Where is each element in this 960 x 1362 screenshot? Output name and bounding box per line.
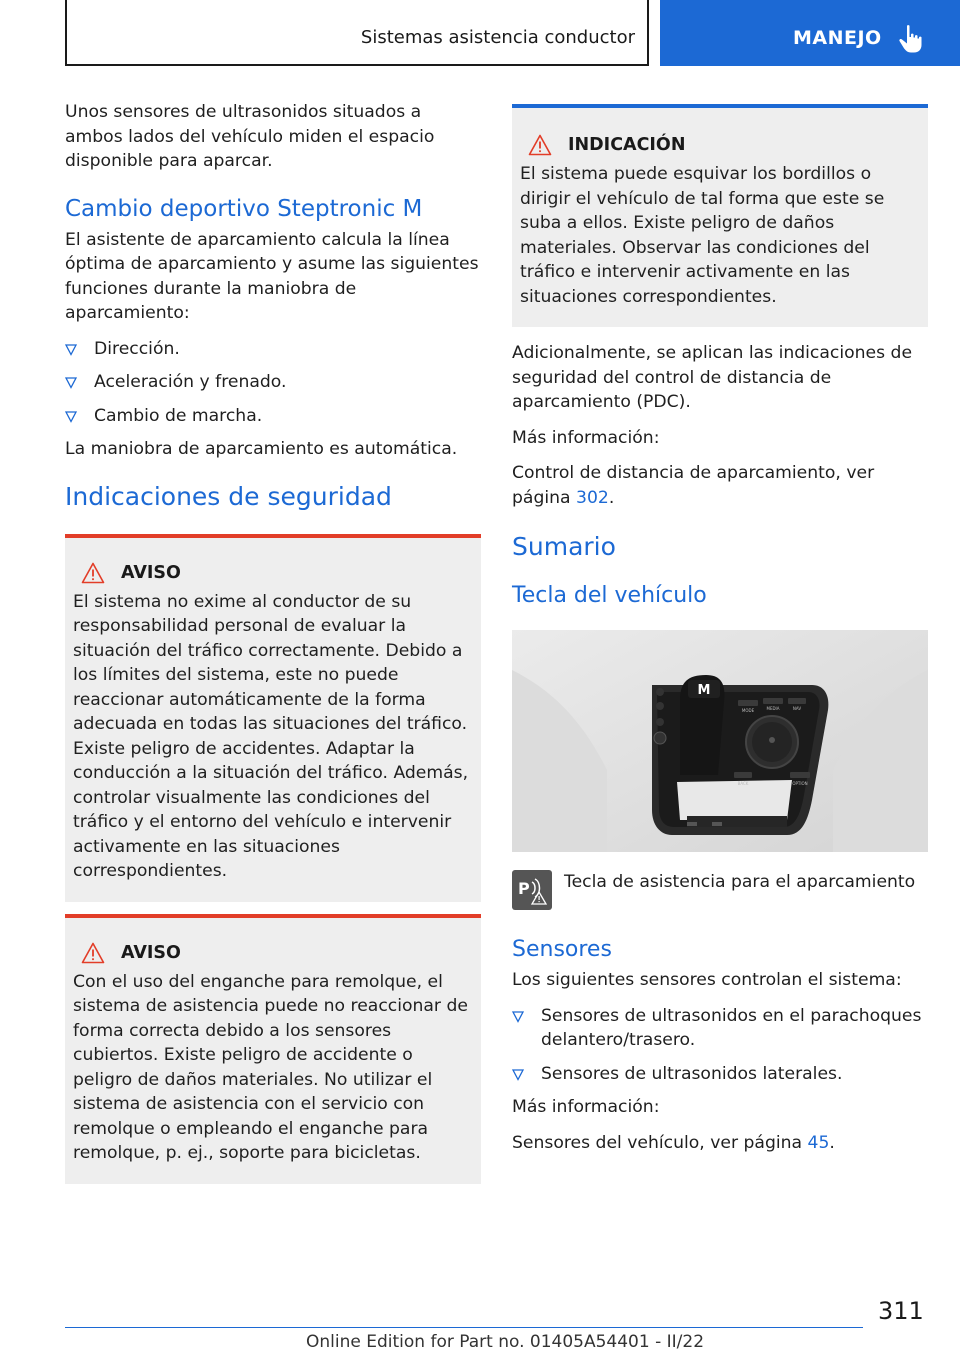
pdc-page-link[interactable]: 302 xyxy=(576,487,609,508)
list-item-text: Aceleración y frenado. xyxy=(94,372,287,392)
notice-text: El sistema puede esquivar los bordillos o dirigir el vehículo de tal forma que este se suba a ellos. Existe peligro de daños materiales. Observar las condiciones del tráfico e intervenir activamente en las situaciones correspondientes. xyxy=(520,164,885,307)
list-item xyxy=(65,404,481,429)
warning-triangle-icon xyxy=(81,942,105,964)
bullet-triangle-icon xyxy=(65,344,77,356)
option-button-label: OPTION xyxy=(792,781,808,786)
hand-pointer-icon xyxy=(898,24,924,54)
page-number: 311 xyxy=(878,1297,924,1325)
bullet-triangle-icon xyxy=(512,1069,524,1081)
notice-title: INDICACIÓN xyxy=(568,135,686,155)
list-item xyxy=(65,337,481,362)
warning-text: El sistema no exime al conductor de su responsabilidad personal de evaluar la situación del tráfico correctamente. Debido a los límites del sistema, este no puede reaccionar automáticamente de la forma adecuada en todas las situaciones del tráfico. Existe peligro de accidentes. Adaptar la conducción a la situación del tráfico. Además, controlar visualmente las condiciones del tráfico y el entorno del vehículo e intervenir activamente en las situaciones correspondientes. xyxy=(73,591,469,881)
media-button-label: MEDIA xyxy=(766,706,780,711)
warning-triangle-icon xyxy=(81,562,105,584)
bullet-triangle-icon xyxy=(65,377,77,389)
notice-box xyxy=(512,104,928,327)
back-button-label: BACK xyxy=(737,781,749,786)
tecla-heading: Tecla del vehículo xyxy=(512,583,707,608)
svg-text:P: P xyxy=(518,879,530,898)
sensores-heading: Sensores xyxy=(512,937,612,962)
pdc-reference: Control de distancia de aparcamiento, ver página 302. xyxy=(512,463,875,508)
intro-paragraph: Unos sensores de ultrasonidos situados a ambos lados del vehículo miden el espacio disponible para aparcar. xyxy=(65,102,435,171)
header-section-box xyxy=(65,0,649,66)
sensors-reference-text: Sensores del vehículo, ver página xyxy=(512,1132,803,1153)
footer-divider xyxy=(65,1327,863,1328)
warning-box xyxy=(65,534,481,902)
list-item-text: Sensores de ultrasonidos laterales. xyxy=(541,1063,843,1084)
list-item-text: Sensores de ultrasonidos en el parachoques delantero/trasero. xyxy=(541,1005,922,1050)
center-console-photo xyxy=(512,630,928,852)
pdc-note: Adicionalmente, se aplican las indicaciones de seguridad del control de distancia de aparcamiento (PDC). xyxy=(512,343,913,412)
warning-title-row xyxy=(73,560,473,586)
sensors-page-link[interactable]: 45 xyxy=(807,1132,830,1153)
warning-title: AVISO xyxy=(121,562,181,583)
mode-button-label: MODE xyxy=(741,708,755,713)
bullet-triangle-icon xyxy=(65,411,77,423)
sensors-reference: Sensores del vehículo, ver página 45. xyxy=(512,1132,835,1153)
list-item xyxy=(65,370,481,395)
warning-title-row xyxy=(73,940,473,966)
chapter-tab-label: MANEJO xyxy=(793,27,882,49)
pdc-reference-text: Control de distancia de aparcamiento, ver página xyxy=(512,463,875,508)
chapter-tab[interactable] xyxy=(660,0,960,66)
warning-title: AVISO xyxy=(121,942,181,963)
steptronic-paragraph: El asistente de aparcamiento calcula la línea óptima de aparcamiento y asume las siguientes funciones durante la maniobra de aparcamiento: xyxy=(65,229,479,323)
notice-title-row xyxy=(520,132,920,158)
gear-logo-text: M xyxy=(697,683,711,698)
right-column xyxy=(512,104,928,1166)
safety-heading: Indicaciones de seguridad xyxy=(65,481,392,511)
functions-list xyxy=(65,337,481,429)
list-item xyxy=(512,1062,928,1087)
bullet-triangle-icon xyxy=(512,1011,524,1023)
nav-button-label: NAV xyxy=(792,706,802,711)
parking-assistant-icon xyxy=(512,870,552,910)
section-title: Sistemas asistencia conductor xyxy=(360,27,635,48)
steptronic-heading: Cambio deportivo Steptronic M xyxy=(65,195,423,222)
sensores-paragraph: Los siguientes sensores controlan el sistema: xyxy=(512,970,902,990)
edition-footer: Online Edition for Part no. 01405A54401 - II/22 xyxy=(306,1332,705,1352)
list-item-text: Cambio de marcha. xyxy=(94,405,263,426)
sumario-heading: Sumario xyxy=(512,532,616,561)
sensors-list xyxy=(512,1004,928,1087)
warning-box xyxy=(65,914,481,1184)
left-column xyxy=(65,100,481,1196)
more-info-label: Más información: xyxy=(512,427,660,448)
notice-triangle-icon xyxy=(528,134,552,156)
automatic-note: La maniobra de aparcamiento es automática. xyxy=(65,439,458,459)
parking-key-label: Tecla de asistencia para el aparcamiento xyxy=(564,872,916,892)
list-item-text: Dirección. xyxy=(94,338,180,359)
more-info-label: Más información: xyxy=(512,1097,660,1117)
list-item xyxy=(512,1004,928,1053)
parking-key-row xyxy=(512,870,928,910)
warning-text: Con el uso del enganche para remolque, el sistema de asistencia puede no reaccionar de forma correcta debido a los sensores cubiertos. Existe peligro de accidente o peligro de daños materiales. No utilizar el sistema de asistencia con el servicio con remolque o empleando el enganche para remolque, p. ej., soporte para bicicletas. xyxy=(73,971,468,1163)
